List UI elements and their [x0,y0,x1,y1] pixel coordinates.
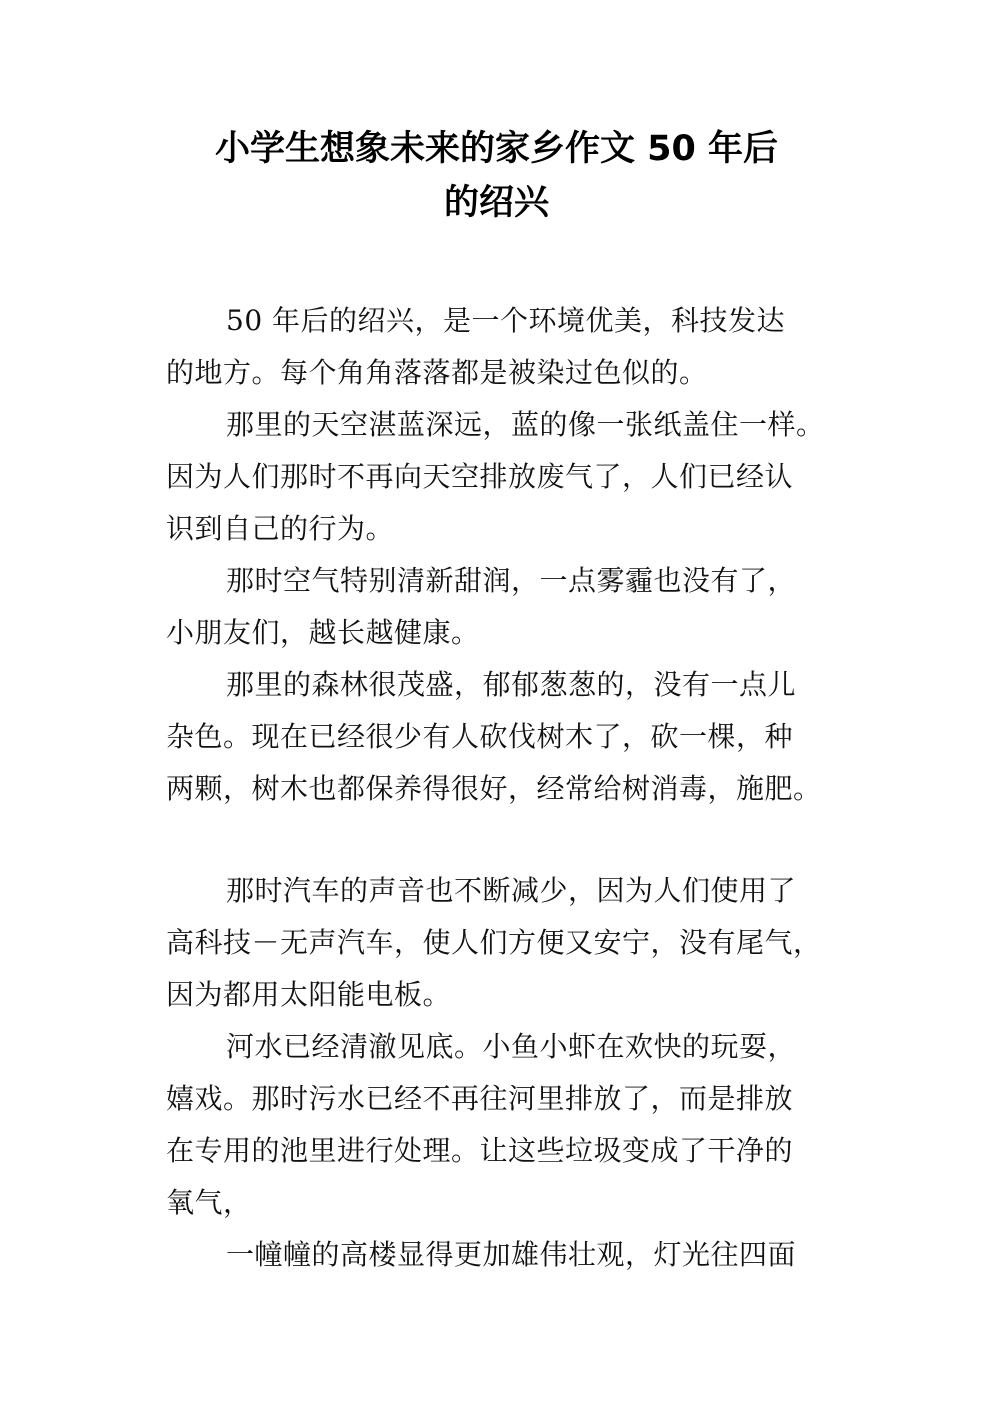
paragraph-6-line-2: 嬉戏。那时污水已经不再往河里排放了，而是排放 [166,1082,794,1115]
paragraph-6-line-1: 河水已经清澈见底。小鱼小虾在欢快的玩耍， [226,1030,797,1063]
paragraph-2-line-3: 识到自己的行为。 [166,512,395,545]
paragraph-4-line-3: 两颗，树木也都保养得很好，经常给树消毒，施肥。 [166,772,822,805]
paragraph-4-line-2: 杂色。现在已经很少有人砍伐树木了，砍一棵，种 [166,720,794,753]
paragraph-5-line-1: 那时汽车的声音也不断减少，因为人们使用了 [226,874,797,907]
paragraph-3-line-1: 那时空气特别清新甜润，一点雾霾也没有了， [226,564,797,597]
paragraph-2-line-2: 因为人们那时不再向天空排放废气了，人们已经认 [166,460,794,493]
paragraph-5-line-2: 高科技－无声汽车，使人们方便又安宁，没有尾气， [166,926,822,959]
document-title-line-2: 的绍兴 [443,183,549,223]
paragraph-1-line-1: 50 年后的绍兴，是一个环境优美，科技发达 [226,304,786,337]
paragraph-6-line-3: 在专用的池里进行处理。让这些垃圾变成了干净的 [166,1134,794,1167]
paragraph-1-line-2: 的地方。每个角角落落都是被染过色似的。 [166,356,708,389]
paragraph-6-line-4: 氧气， [166,1186,252,1219]
paragraph-2-line-1: 那里的天空湛蓝深远，蓝的像一张纸盖住一样。 [226,408,825,441]
document-title-line-1: 小学生想象未来的家乡作文 50 年后 [214,129,779,169]
paragraph-3-line-2: 小朋友们，越长越健康。 [166,616,480,649]
paragraph-7-line-1: 一幢幢的高楼显得更加雄伟壮观，灯光往四面 [226,1238,797,1271]
paragraph-5-line-3: 因为都用太阳能电板。 [166,978,452,1011]
paragraph-4-line-1: 那里的森林很茂盛，郁郁葱葱的，没有一点儿 [226,668,797,701]
